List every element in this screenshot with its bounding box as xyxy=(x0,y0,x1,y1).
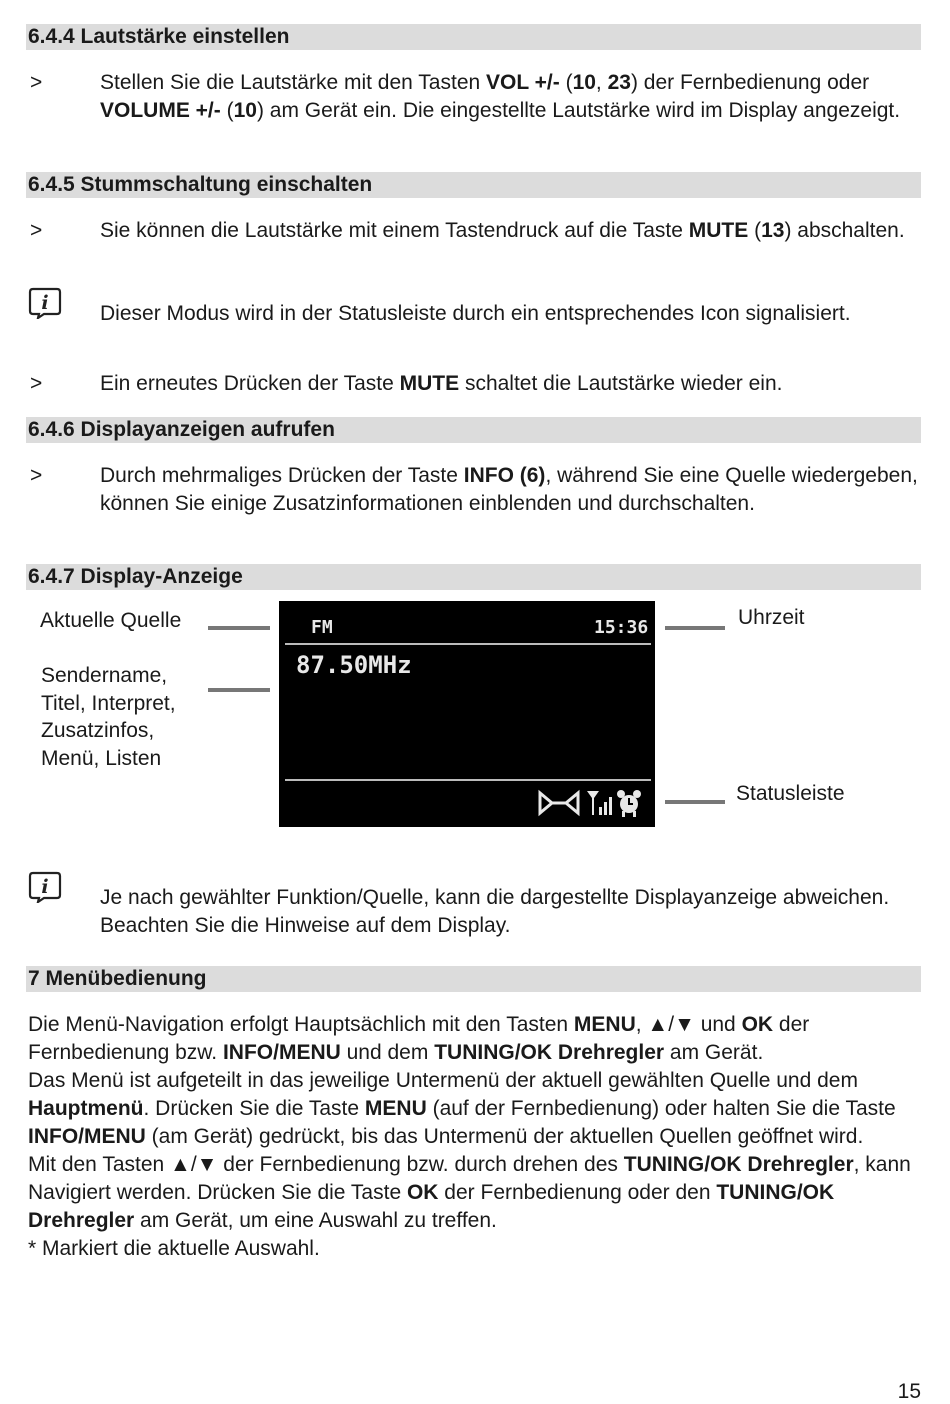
display-divider-bottom xyxy=(285,779,651,781)
section-heading-6-4-5: 6.4.5 Stummschaltung einschalten xyxy=(26,172,921,198)
paragraph-menu-navigation xyxy=(28,1011,923,1263)
menu-paragraph-part-3: Mit den Tasten ▲/▼ der Fernbedienung bzw. durch drehen des TUNING/OK Drehregler, kann Navigiert werden. Drücken Sie die Taste OK der Fernbedienung oder den TUNING/OK Drehregler am Gerät, um eine Auswahl zu treffen. xyxy=(28,1153,911,1232)
paragraph-volume: Stellen Sie die Lautstärke mit den Tasten VOL +/- (10, 23) der Fernbedienung oder VOLUME +/- (10) am Gerät ein. Die eingestellte Lautstärke wird im Display angezeigt. xyxy=(100,71,901,122)
svg-text:i: i xyxy=(41,876,49,898)
section-heading-7: 7 Menübedienung xyxy=(26,966,921,992)
note-display-variation: Je nach gewählter Funktion/Quelle, kann die dargestellte Displayanzeige abweichen. Beachten Sie die Hinweise auf dem Display. xyxy=(100,886,890,937)
leader-line-status xyxy=(665,800,725,804)
paragraph-info: Durch mehrmaliges Drücken der Taste INFO (6), während Sie eine Quelle wiedergeben, können Sie einige Zusatzinformationen einblenden und durchschalten. xyxy=(100,464,918,515)
label-status-bar: Statusleiste xyxy=(736,782,845,805)
label-current-source: Aktuelle Quelle xyxy=(40,609,182,632)
info-icon xyxy=(28,287,62,319)
paragraph-mute: Sie können die Lautstärke mit einem Tastendruck auf die Taste MUTE (13) abschalten. xyxy=(100,219,905,242)
leader-line-clock xyxy=(665,626,725,630)
leader-line-source xyxy=(208,626,270,630)
display-divider-top xyxy=(285,643,651,645)
bullet-marker: > xyxy=(30,71,43,94)
signal-strength-icon xyxy=(587,791,612,815)
display-status-icons xyxy=(537,787,649,819)
svg-text:i: i xyxy=(41,292,49,314)
section-heading-6-4-6: 6.4.6 Displayanzeigen aufrufen xyxy=(26,417,921,443)
alarm-clock-icon xyxy=(617,790,641,817)
leader-line-station xyxy=(208,688,270,692)
menu-paragraph-part-2: Das Menü ist aufgeteilt in das jeweilige Untermenü der aktuell gewählten Quelle und dem Hauptmenü. Drücken Sie die Taste MENU (auf der Fernbedienung) oder halten Sie die Taste INFO/MENU (am Gerät) gedrückt, bis das Untermenü der aktuellen Quellen geöffnet wird. xyxy=(28,1069,896,1148)
display-frequency: 87.50MHz xyxy=(296,651,412,679)
bullet-marker: > xyxy=(30,372,43,395)
display-time: 15:36 xyxy=(594,617,649,638)
label-station-line-1: Sendername, xyxy=(41,664,168,687)
section-heading-6-4-4: 6.4.4 Lautstärke einstellen xyxy=(26,24,921,50)
radio-display xyxy=(279,601,655,827)
bullet-marker: > xyxy=(30,219,43,242)
label-station-line-3: Zusatzinfos, xyxy=(41,719,155,742)
note-mute-icon: Dieser Modus wird in der Statusleiste durch ein entsprechendes Icon signalisiert. xyxy=(100,302,851,325)
label-station-line-4: Menü, Listen xyxy=(41,747,162,770)
section-heading-6-4-7: 6.4.7 Display-Anzeige xyxy=(26,564,921,590)
label-station-line-2: Titel, Interpret, xyxy=(41,692,176,715)
paragraph-unmute: Ein erneutes Drücken der Taste MUTE schaltet die Lautstärke wieder ein. xyxy=(100,372,783,395)
bullet-marker: > xyxy=(30,464,43,487)
info-icon xyxy=(28,871,62,903)
display-source: FM xyxy=(311,617,333,638)
label-clock: Uhrzeit xyxy=(738,606,805,629)
menu-paragraph-footnote: * Markiert die aktuelle Auswahl. xyxy=(28,1237,320,1260)
page-number: 15 xyxy=(897,1380,921,1403)
menu-paragraph-part-1: Die Menü-Navigation erfolgt Hauptsächlich mit den Tasten MENU, ▲/▼ und OK der Fernbedienung bzw. INFO/MENU und dem TUNING/OK Drehregler am Gerät. xyxy=(28,1013,810,1064)
stereo-icon xyxy=(540,793,578,813)
